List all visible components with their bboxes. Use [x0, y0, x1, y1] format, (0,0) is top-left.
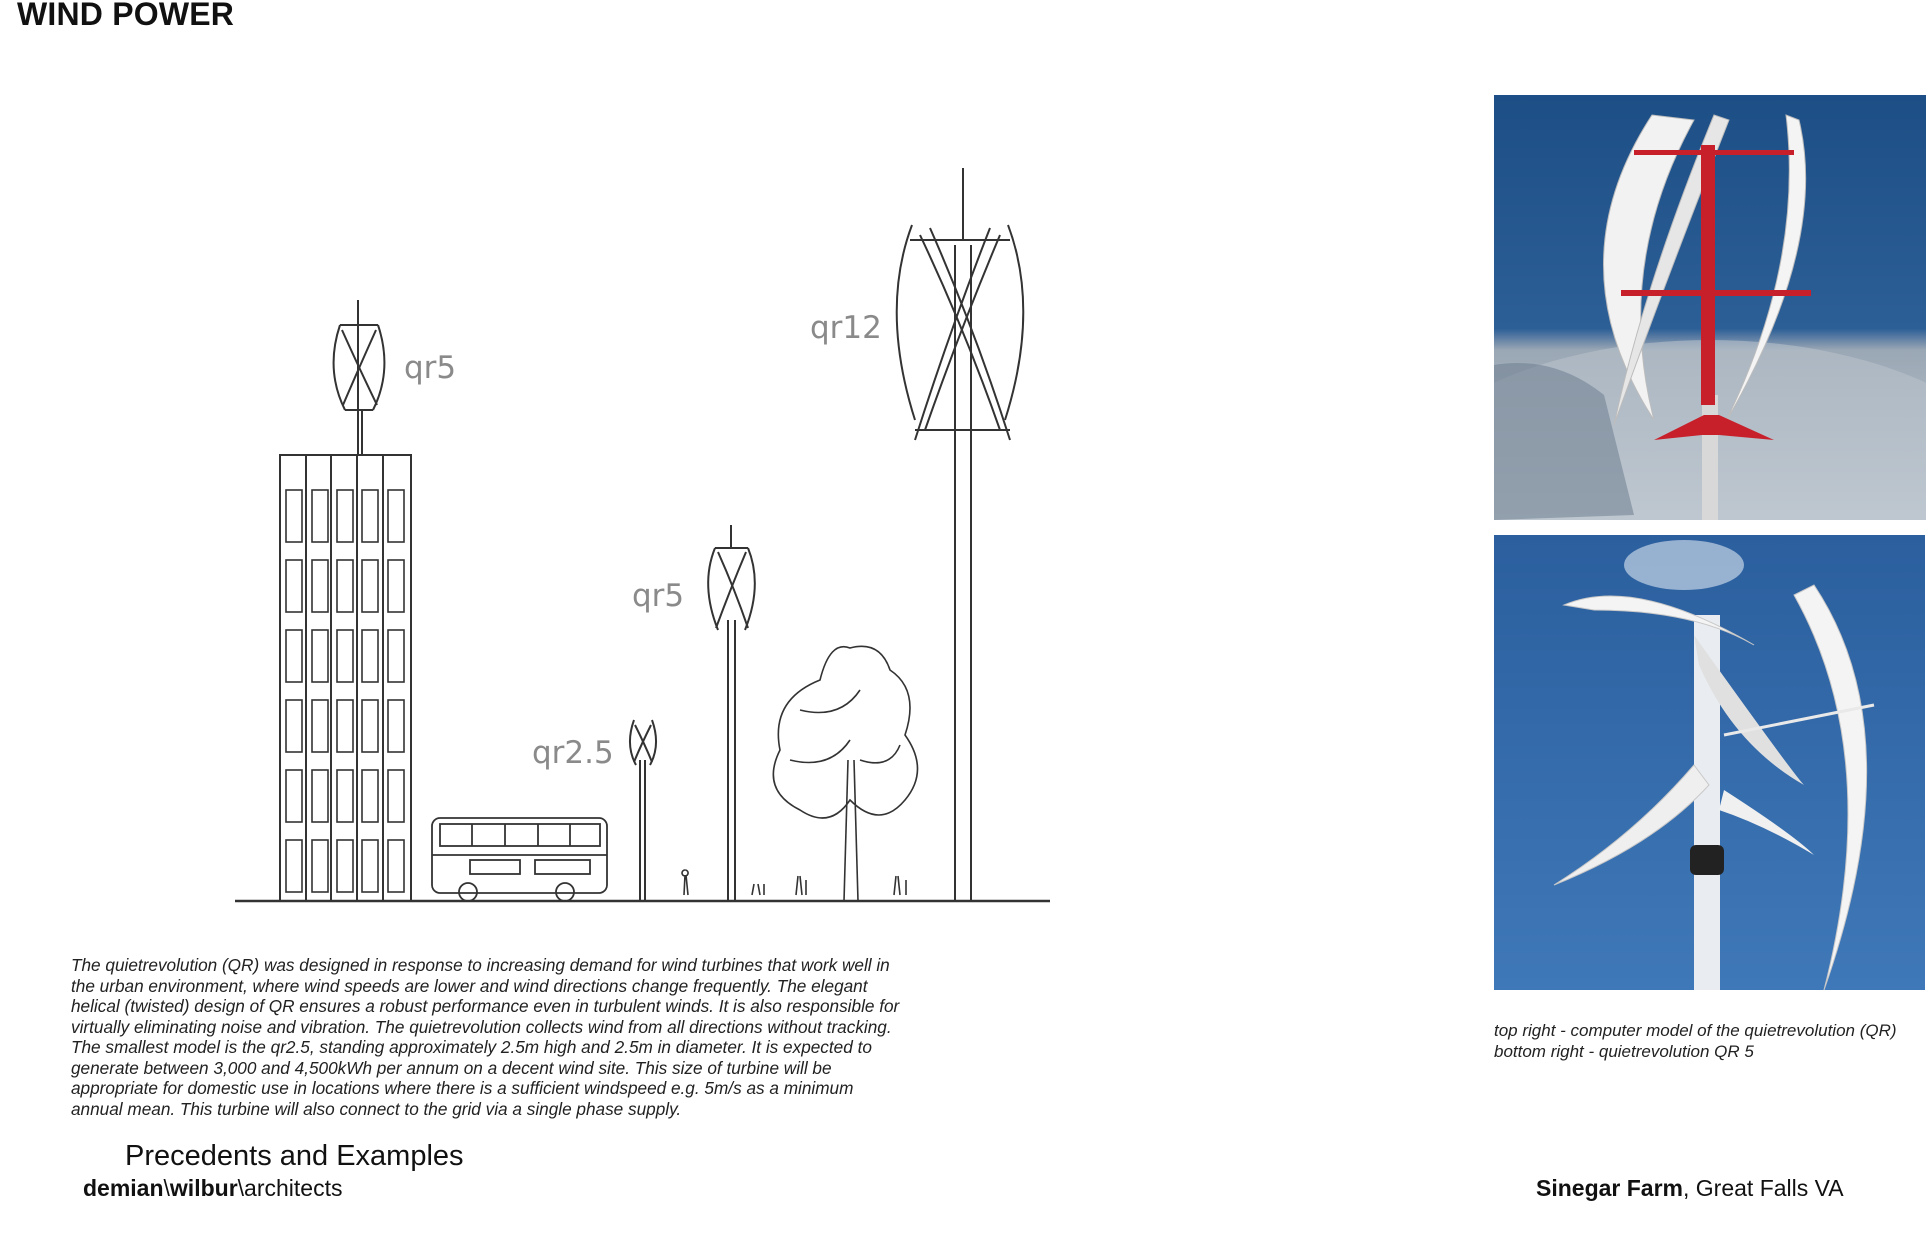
firm-name-part-1: demian — [83, 1175, 164, 1201]
large-turbine — [897, 168, 1024, 901]
firm-name-part-3: architects — [244, 1175, 343, 1201]
firm-separator-2: \ — [237, 1175, 245, 1201]
project-location: , Great Falls VA — [1683, 1175, 1844, 1201]
description-text — [71, 955, 901, 1119]
mid-turbine — [708, 525, 755, 901]
double-decker-bus — [432, 818, 607, 901]
label-mid-qr5: qr5 — [632, 578, 685, 614]
page-title: WIND POWER — [17, 0, 235, 32]
project-title: Sinegar Farm — [1536, 1175, 1683, 1201]
building — [280, 455, 411, 901]
description-paragraph-2: The smallest model is the qr2.5, standing approximately 2.5m high and 2.5m in diameter. It is expected to generate between 3,000 and 4,500kWh per annum on a decent wind site. This size of turbine will be appropriate for domestic use in locations where there is a sufficient windspeed e.g. 5m/s as a minimum annual mean. This turbine will also connect to the grid via a single phase supply. — [71, 1037, 872, 1119]
label-qr12: qr12 — [810, 310, 882, 346]
turbine-scale-drawing — [220, 150, 1060, 920]
small-turbine — [630, 720, 656, 901]
photo-caption — [1494, 1020, 1931, 1062]
people — [682, 870, 906, 895]
label-qr2-5: qr2.5 — [532, 735, 614, 771]
firm-separator-1: \ — [163, 1175, 170, 1201]
firm-name — [83, 1175, 342, 1202]
project-name — [1536, 1175, 1844, 1202]
photo-quietrevolution-qr5 — [1494, 535, 1925, 990]
photo-computer-model — [1494, 95, 1926, 520]
rooftop-turbine — [334, 300, 385, 455]
tree — [773, 646, 917, 901]
caption-line-1: top right - computer model of the quietrevolution (QR) — [1494, 1021, 1897, 1040]
description-paragraph-1: The quietrevolution (QR) was designed in response to increasing demand for wind turbines that work well in the urban environment, where wind speeds are lower and wind directions change frequently. The elegant helical (twisted) design of QR ensures a robust performance even in turbulent winds. It is also responsible for virtually eliminating noise and vibration. The quietrevolution collects wind from all directions without tracking. — [71, 955, 900, 1037]
section-title: Precedents and Examples — [125, 1140, 464, 1172]
label-rooftop-qr5: qr5 — [404, 350, 457, 386]
caption-line-2: bottom right - quietrevolution QR 5 — [1494, 1042, 1754, 1061]
firm-name-part-2: wilbur — [169, 1175, 238, 1201]
